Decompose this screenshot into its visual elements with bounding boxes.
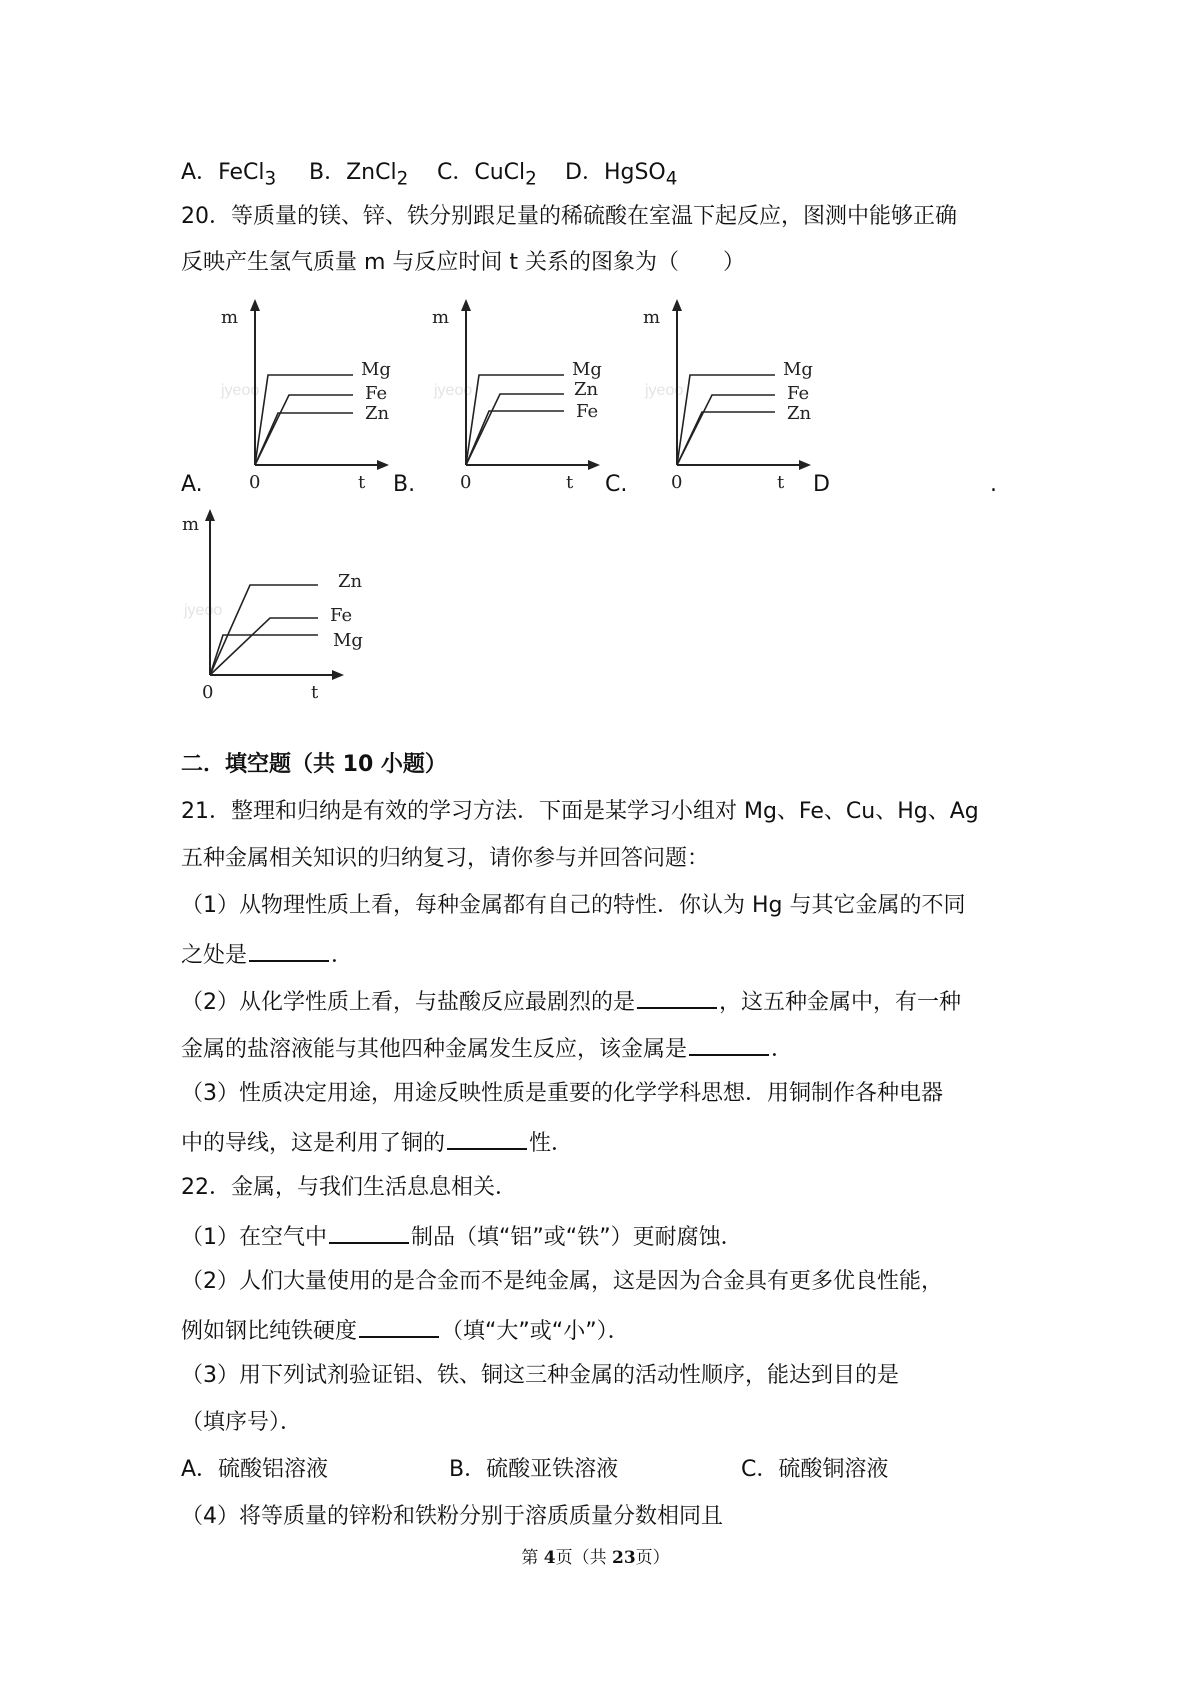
text: 例如钢比纯铁硬度 <box>181 1319 358 1344</box>
text: 性． <box>529 1131 574 1156</box>
text: ． <box>771 1037 794 1062</box>
q19-option-c: C．CuCl$_2$ <box>437 160 537 190</box>
q21-part1-line2 <box>181 938 1021 971</box>
y-axis-label: m <box>643 307 661 328</box>
text: （填“大”或“小”）． <box>441 1319 630 1344</box>
text: 之处是 <box>181 943 248 968</box>
q22-part3-line2: （填序号）． <box>181 1410 303 1435</box>
origin-label: 0 <box>671 472 683 493</box>
q21-part2-line1 <box>181 985 1021 1018</box>
line-label: Mg <box>572 359 602 380</box>
x-axis-label: t <box>311 682 319 703</box>
q20-graph-a <box>215 295 400 495</box>
origin-label: 0 <box>202 682 214 703</box>
q21-part2-line2 <box>181 1032 1021 1065</box>
q20-option-label-a: A. <box>181 472 203 497</box>
text: 制品（填“铝”或“铁”）更耐腐蚀． <box>411 1225 743 1250</box>
y-axis-label: m <box>432 307 450 328</box>
answer-blank[interactable] <box>249 938 329 962</box>
y-axis-label: m <box>182 514 200 535</box>
x-axis-label: t <box>566 472 574 493</box>
line-label: Fe <box>365 383 388 404</box>
q21-part1-line1: （1）从物理性质上看，每种金属都有自己的特性．你认为 Hg 与其它金属的不同 <box>181 893 966 918</box>
line-label: Zn <box>787 403 812 424</box>
q22-option-c: C．硫酸铜溶液 <box>741 1457 889 1482</box>
text: ． <box>331 943 354 968</box>
line-label: Zn <box>574 379 599 400</box>
q19-option-b: B．ZnCl$_2$ <box>309 160 409 190</box>
q22-option-a: A．硫酸铝溶液 <box>181 1457 329 1482</box>
line-label: Zn <box>365 403 390 424</box>
y-axis-label: m <box>221 307 239 328</box>
answer-blank[interactable] <box>329 1220 409 1244</box>
q22-part4: （4）将等质量的锌粉和铁粉分别于溶质质量分数相同且 <box>181 1504 723 1529</box>
q21-stem-line1: 21．整理和归纳是有效的学习方法．下面是某学习小组对 Mg、Fe、Cu、Hg、Ag <box>181 799 979 824</box>
line-label: Mg <box>783 359 813 380</box>
q22-part2-line2 <box>181 1314 1021 1347</box>
answer-blank[interactable] <box>689 1032 769 1056</box>
text: （1）在空气中 <box>181 1225 327 1250</box>
q22-part1 <box>181 1220 1021 1253</box>
page-footer: 第 4页（共 23页） <box>521 1548 670 1568</box>
text: （2）从化学性质上看，与盐酸反应最剧烈的是 <box>181 990 635 1015</box>
q21-part3-line1: （3）性质决定用途，用途反映性质是重要的化学学科思想．用铜制作各种电器 <box>181 1081 943 1106</box>
line-label: Mg <box>333 630 363 651</box>
q22-stem: 22．金属，与我们生活息息相关． <box>181 1175 517 1200</box>
q21-stem-line2: 五种金属相关知识的归纳复习，请你参与并回答问题： <box>181 846 710 871</box>
line-label: Fe <box>330 605 353 626</box>
line-label: Fe <box>576 401 599 422</box>
section-title: 二．填空题（共 10 小题） <box>181 752 447 777</box>
q20-graph-b <box>426 295 611 495</box>
watermark: jyeoo <box>221 382 260 399</box>
answer-blank[interactable] <box>637 985 717 1009</box>
q20-option-label-b: B. <box>393 472 416 497</box>
page-number: 4 <box>543 1548 556 1568</box>
answer-blank[interactable] <box>359 1314 439 1338</box>
q19-option-d: D．HgSO$_4$ <box>565 160 678 190</box>
x-axis-label: t <box>358 472 366 493</box>
q20-option-label-d: D <box>813 472 830 497</box>
text: ，这五种金属中，有一种 <box>719 990 962 1015</box>
origin-label: 0 <box>249 472 261 493</box>
q20-graph-d <box>178 505 368 705</box>
text: 金属的盐溶液能与其他四种金属发生反应，该金属是 <box>181 1037 688 1062</box>
x-axis-label: t <box>777 472 785 493</box>
q20-option-label-c: C. <box>605 472 628 497</box>
watermark: jyeoo <box>645 382 684 399</box>
origin-label: 0 <box>460 472 472 493</box>
line-label: Fe <box>787 383 810 404</box>
watermark: jyeoo <box>434 382 473 399</box>
q22-part3-line1: （3）用下列试剂验证铝、铁、铜这三种金属的活动性顺序，能达到目的是 <box>181 1363 899 1388</box>
line-label: Mg <box>361 359 391 380</box>
q19-option-a: A．FeCl$_3$ <box>181 160 277 190</box>
q20-graph-c <box>637 295 822 495</box>
q20-stem-line2: 反映产生氢气质量 m 与反应时间 t 关系的图象为（ ） <box>181 250 746 275</box>
total-pages: 23 <box>611 1548 636 1568</box>
text: 中的导线，这是利用了铜的 <box>181 1131 446 1156</box>
watermark: jyeoo <box>184 602 223 619</box>
q22-part2-line1: （2）人们大量使用的是合金而不是纯金属，这是因为合金具有更多优良性能， <box>181 1269 943 1294</box>
q21-part3-line2 <box>181 1126 1021 1159</box>
answer-blank[interactable] <box>447 1126 527 1150</box>
q22-option-b: B．硫酸亚铁溶液 <box>449 1457 619 1482</box>
q20-stem-line1: 20．等质量的镁、锌、铁分别跟足量的稀硫酸在室温下起反应，图测中能够正确 <box>181 204 957 229</box>
q20-trailing-period: . <box>990 472 997 497</box>
line-label: Zn <box>338 571 363 592</box>
